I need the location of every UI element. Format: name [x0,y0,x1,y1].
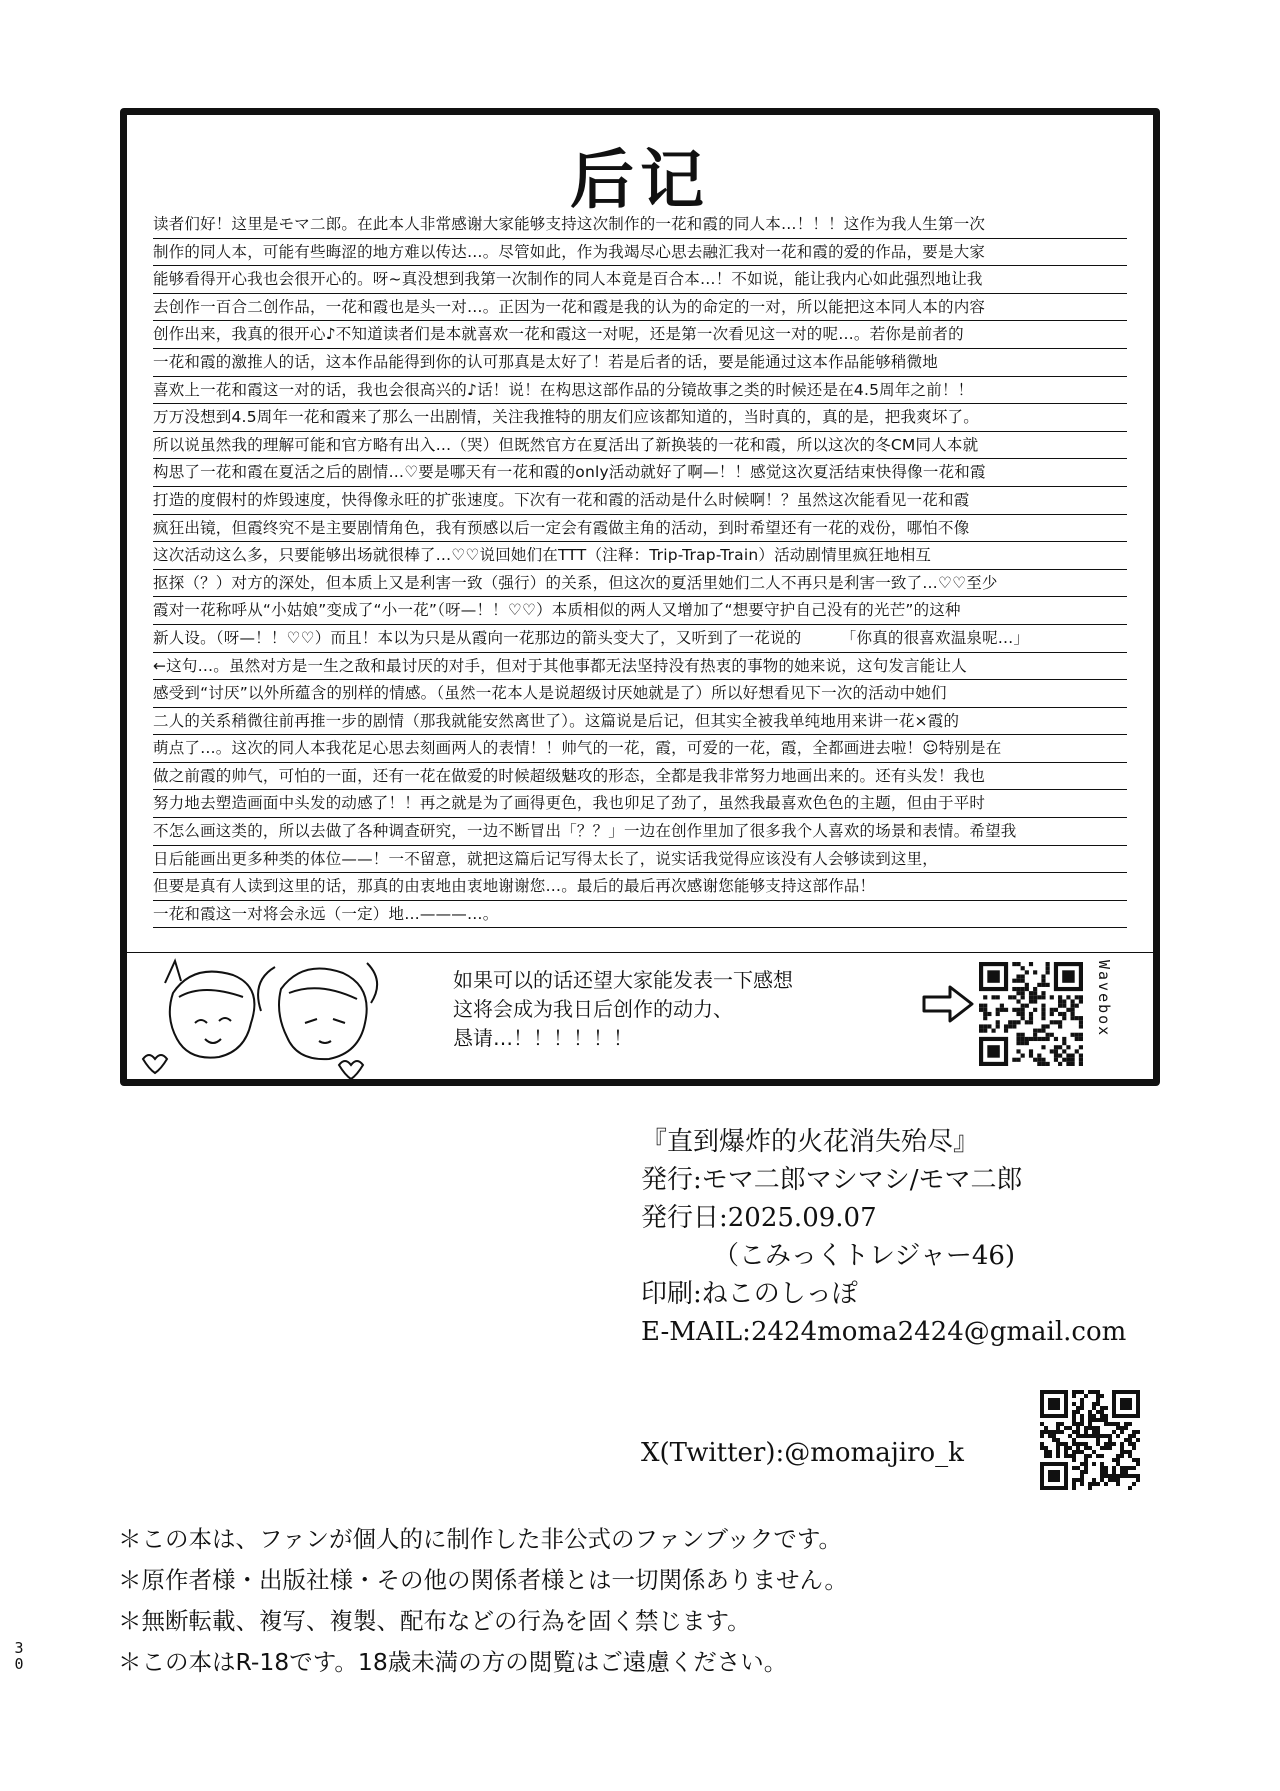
afterword-line: 所以说虽然我的理解可能和官方略有出入…（哭）但既然官方在夏活出了新换装的一花和霞，所以这次的冬CM同人本就 [153,432,1127,460]
afterword-line: 打造的度假村的炸毁速度，快得像永旺的扩张速度。下次有一花和霞的活动是什么时候啊！？虽然这次能看见一花和霞 [153,487,1127,515]
afterword-line: 能够看得开心我也会很开心的。呀~真没想到我第一次制作的同人本竟是百合本…！不如说，能让我内心如此强烈地让我 [153,266,1127,294]
disclaimer-line: ＊この本はR-18です。18歳未満の方の閲覧はご遠慮ください。 [118,1648,788,1676]
page-number: 3 0 [14,1639,24,1673]
disclaimer-line: ＊この本は、ファンが個人的に制作した非公式のファンブックです。 [118,1525,843,1553]
publish-date: 発行日:2025.09.07 [641,1203,877,1233]
afterword-line: 喜欢上一花和霞这一对的话，我也会很高兴的♪话！说！在构思这部作品的分镜故事之类的时候还是在4.5周年之前！！ [153,377,1127,405]
afterword-title: 后记 [570,144,710,218]
afterword-line: 抠探（？）对方的深处，但本质上又是利害一致（强行）的关系，但这次的夏活里她们二人不再只是利害一致了…♡♡至少 [153,570,1127,598]
afterword-line: 疯狂出镜，但霞终究不是主要剧情角色，我有预感以后一定会有霞做主角的活动，到时希望还有一花的戏份，哪怕不像 [153,515,1127,543]
event-name: （こみっくトレジャー46) [713,1241,1016,1271]
feedback-request [453,966,793,1053]
colophon [641,1123,1126,1351]
afterword-text [153,211,1127,928]
disclaimer-line: ＊無断転載、複写、複製、配布などの行為を固く禁じます。 [118,1607,751,1635]
afterword-line: 做之前霞的帅气，可怕的一面，还有一花在做爱的时候超级魅攻的形态，全都是我非常努力地画出来的。还有头发！我也 [153,763,1127,791]
afterword-line: 努力地去塑造画面中头发的动感了！！再之就是为了画得更色，我也卯足了劲了，虽然我最喜欢色色的主题，但由于平时 [153,790,1127,818]
afterword-line: 读者们好！这里是モマ二郎。在此本人非常感谢大家能够支持这次制作的一花和霞的同人本…！！！这作为我人生第一次 [153,211,1127,239]
afterword-line: 一花和霞这一对将会永远（一定）地…———…。 [153,901,1127,929]
afterword-line: 霞对一花称呼从“小姑娘”变成了“小一花”（呀—！！♡♡）本质相似的两人又增加了“想要守护自己没有的光芒”的这种 [153,597,1127,625]
afterword-line: 构思了一花和霞在夏活之后的剧情…♡要是哪天有一花和霞的only活动就好了啊—！！感觉这次夏活结束快得像一花和霞 [153,459,1127,487]
afterword-line: 一花和霞的激推人的话，这本作品能得到你的认可那真是太好了！若是后者的话，要是能通过这本作品能够稍微地 [153,349,1127,377]
email[interactable]: E-MAIL:2424moma2424@gmail.com [641,1317,1127,1347]
wavebox-label: Wavebox [1095,960,1113,1038]
afterword-line: 但要是真有人读到这里的话，那真的由衷地由衷地谢谢您…。最后的最后再次感谢您能够支持这部作品！ [153,873,1127,901]
arrow-right-icon [920,983,976,1025]
afterword-line: 创作出来，我真的很开心♪不知道读者们是本就喜欢一花和霞这一对呢，还是第一次看见这一对的呢…。若你是前者的 [153,321,1127,349]
afterword-box [120,108,1160,1086]
disclaimer-line: ＊原作者様・出版社様・その他の関係者様とは一切関係ありません。 [118,1566,848,1594]
book-title: 『直到爆炸的火花消失殆尽』 [641,1127,980,1157]
afterword-line: ←这句…。虽然对方是一生之敌和最讨厌的对手，但对于其他事都无法坚持没有热衷的事物的她来说，这句发言能让人 [153,653,1127,681]
afterword-line: 去创作一百合二创作品，一花和霞也是头一对…。正因为一花和霞是我的认为的命定的一对，所以能把这本同人本的内容 [153,294,1127,322]
twitter-qr-code[interactable] [1040,1390,1140,1490]
afterword-line: 感受到“讨厌”以外所蕴含的别样的情感。（虽然一花本人是说超级讨厌她就是了）所以好想看见下一次的活动中她们 [153,680,1127,708]
afterword-line: 日后能画出更多种类的体位——！一不留意，就把这篇后记写得太长了，说实话我觉得应该没有人会够读到这里， [153,846,1127,874]
publisher: 発行:モマ二郎マシマシ/モマ二郎 [641,1165,1023,1195]
printer: 印刷:ねこのしっぽ [641,1279,858,1309]
request-line: 恳请…！！！！！！ [453,1026,633,1050]
afterword-line: 新人设。（呀—！！♡♡）而且！本以为只是从霞向一花那边的箭头变大了，又听到了一花说的 「你真的很喜欢温泉呢…」 [153,625,1127,653]
afterword-line: 制作的同人本，可能有些晦涩的地方难以传达…。尽管如此，作为我竭尽心思去融汇我对一花和霞的爱的作品，要是大家 [153,239,1127,267]
request-line: 如果可以的话还望大家能发表一下感想 [453,968,793,992]
twitter-handle[interactable]: X(Twitter):@momajiro_k [641,1438,964,1468]
afterword-line: 不怎么画这类的，所以去做了各种调查研究，一边不断冒出「？？」一边在创作里加了很多我个人喜欢的场景和表情。希望我 [153,818,1127,846]
afterword-line: 这次活动这么多，只要能够出场就很棒了…♡♡说回她们在TTT（注释：Trip-Trap-Train）活动剧情里疯狂地相互 [153,542,1127,570]
afterword-line: 二人的关系稍微往前再推一步的剧情（那我就能安然离世了）。这篇说是后记，但其实全被我单纯地用来讲一花×霞的 [153,708,1127,736]
afterword-line: 万万没想到4.5周年一花和霞来了那么一出剧情，关注我推特的朋友们应该都知道的，当时真的，真的是，把我爽坏了。 [153,404,1127,432]
disclaimer-notes [118,1519,848,1683]
afterword-line: 萌点了…。这次的同人本我花足心思去刻画两人的表情！！帅气的一花，霞，可爱的一花，霞，全都画进去啦！☺特别是在 [153,735,1127,763]
request-line: 这将会成为我日后创作的动力、 [453,997,733,1021]
wavebox-qr-code[interactable] [979,962,1083,1066]
chibi-illustration [133,953,403,1085]
